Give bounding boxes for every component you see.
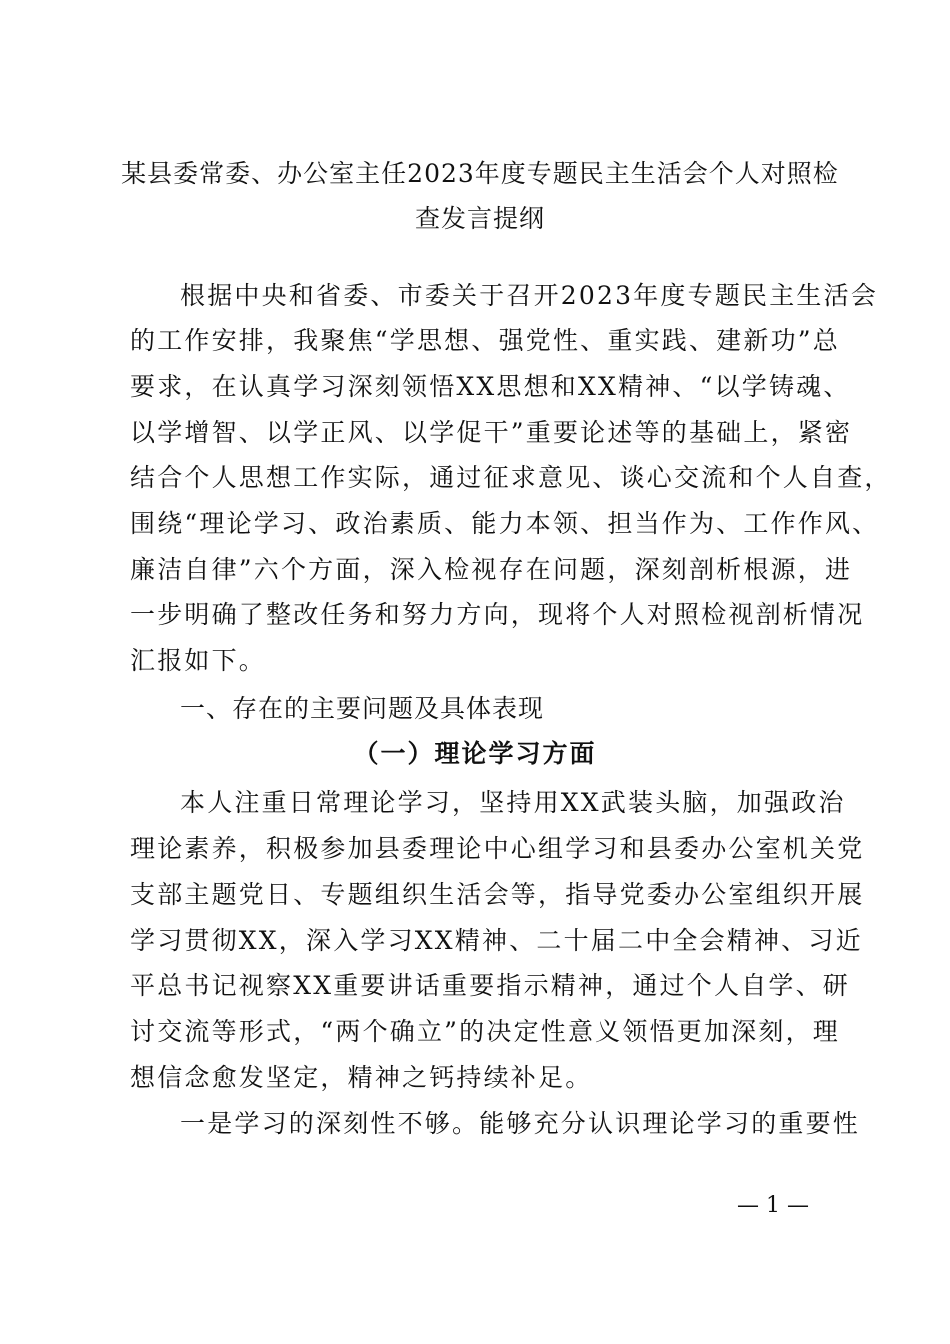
document-title-line-1: 某县委常委、办公室主任2023年度专题民主生活会个人对照检	[121, 159, 839, 188]
section-heading: 一、存在的主要问题及具体表现	[180, 694, 545, 723]
intro-paragraph-line: 围绕“理论学习、政治素质、能力本领、担当作为、工作作风、	[130, 509, 880, 538]
subsection-heading: （一）理论学习方面	[353, 739, 597, 768]
body-paragraph-line: 学习贯彻XX，深入学习XX精神、二十届二中全会精神、习近	[130, 926, 863, 955]
intro-paragraph-line: 根据中央和省委、市委关于召开2023年度专题民主生活会	[180, 281, 879, 310]
intro-paragraph-line: 廉洁自律”六个方面，深入检视存在问题，深刻剖析根源，进	[130, 555, 853, 584]
intro-paragraph-line: 结合个人思想工作实际，通过征求意见、谈心交流和个人自查，	[130, 463, 892, 492]
point-paragraph-line: 一是学习的深刻性不够。能够充分认识理论学习的重要性	[180, 1109, 861, 1138]
body-paragraph-line: 平总书记视察XX重要讲话重要指示精神，通过个人自学、研	[130, 971, 850, 1000]
document-title-line-2: 查发言提纲	[414, 204, 545, 233]
intro-paragraph-line: 的工作安排，我聚焦“学思想、强党性、重实践、建新功”总	[130, 326, 840, 355]
body-paragraph-line: 支部主题党日、专题组织生活会等，指导党委办公室组织开展	[130, 880, 865, 909]
intro-paragraph-line: 以学增智、以学正风、以学促干”重要论述等的基础上，紧密	[130, 418, 853, 447]
page-number: — 1 —	[737, 1193, 809, 1218]
intro-paragraph-line: 一步明确了整改任务和努力方向，现将个人对照检视剖析情况	[130, 600, 865, 629]
intro-paragraph-line: 汇报如下。	[130, 646, 267, 675]
body-paragraph-line: 理论素养，积极参加县委理论中心组学习和县委办公室机关党	[130, 834, 865, 863]
body-paragraph-line: 本人注重日常理论学习，坚持用XX武装头脑，加强政治	[180, 788, 846, 817]
body-paragraph-line: 想信念愈发坚定，精神之钙持续补足。	[130, 1063, 593, 1092]
intro-paragraph-line: 要求，在认真学习深刻领悟XX思想和XX精神、“以学铸魂、	[130, 372, 851, 401]
body-paragraph-line: 讨交流等形式，“两个确立”的决定性意义领悟更加深刻，理	[130, 1017, 840, 1046]
